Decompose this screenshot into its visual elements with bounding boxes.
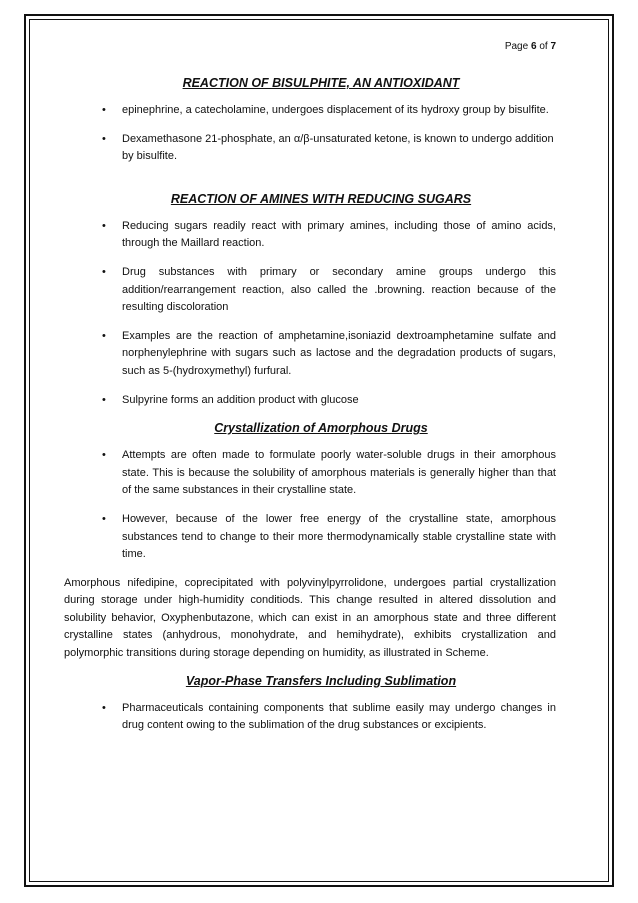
list-item [86,131,556,166]
bullet-icon: • [102,104,106,116]
crystallization-list [86,447,556,564]
list-item-text: However, because of the lower free energy of the crystalline state, amorphous substances tend to change to their more thermodynamically stable crystalline state with time. [122,512,556,561]
list-item-text: Dexamethasone 21-phosphate, an α/β-unsaturated ketone, is known to undergo addition by bisulfite. [122,132,554,163]
amines-list [86,218,556,409]
section-title-bisulphite: REACTION OF BISULPHITE, AN ANTIOXIDANT [182,76,460,90]
page-number [86,40,556,54]
section-title-vapor: Vapor-Phase Transfers Including Sublimation [185,673,457,688]
bisulphite-list [86,102,556,166]
page-of: of [539,41,548,52]
bullet-icon: • [102,701,106,714]
list-item-text: Sulpyrine forms an addition product with glucose [122,393,359,406]
bullet-icon: • [102,265,106,278]
list-item [86,218,556,253]
bullet-icon: • [102,393,106,406]
bullet-icon: • [102,512,106,525]
list-item [86,700,556,735]
document-body [64,40,556,746]
list-item-text: Drug substances with primary or secondary amine groups undergo this addition/rearrangement reaction, also called the .browning. reaction because of the resulting discoloration [122,265,556,314]
list-item-text: epinephrine, a catecholamine, undergoes displacement of its hydroxy group by bisulfite. [122,104,549,116]
crystallization-paragraph: Amorphous nifedipine, coprecipitated with polyvinylpyrrolidone, undergoes partial crystallization during storage under high-humidity conditiods. This change resulted in altered dissolution and solubility behavior, Oxyphenbutazone, which can exist in an amorphous state and three different crystalline states (anhydrous, monohydrate, and hemihydrate), exhibits crystallization and polymorphic transitions during storage depending on humidity, as illustrated in Scheme. [64,576,556,660]
bullet-icon: • [102,219,106,232]
section-title-crystallization: Crystallization of Amorphous Drugs [214,421,428,436]
bullet-icon: • [102,132,106,145]
list-item-text: Reducing sugars readily react with primary amines, including those of amino acids, through the Maillard reaction. [122,219,556,250]
list-item [86,392,556,410]
list-item-text: Examples are the reaction of amphetamine,isoniazid dextroamphetamine sulfate and norphenylephrine with sugars such as lactose and the degradation products of sugars, such as 5-(hydroxymethyl) furfural. [122,329,556,377]
list-item-text: Attempts are often made to formulate poorly water-soluble drugs in their amorphous state. This is because the solubility of amorphous materials is generally higher than that of the same substances in their crystalline state. [122,449,556,497]
page-current: 6 [530,41,537,52]
bullet-icon: • [102,449,106,462]
page-total: 7 [550,41,556,52]
list-item [86,447,556,500]
list-item [86,328,556,381]
bullet-icon: • [102,329,106,342]
section-title-amines: REACTION OF AMINES WITH REDUCING SUGARS [170,191,472,206]
vapor-list [86,700,556,735]
list-item-text: Pharmaceuticals containing components that sublime easily may undergo changes in drug content owing to the sublimation of the drug substances or excipients. [122,701,556,732]
list-item [86,264,556,317]
page-label: Page [504,41,529,52]
list-item [86,511,556,564]
list-item [86,102,556,120]
